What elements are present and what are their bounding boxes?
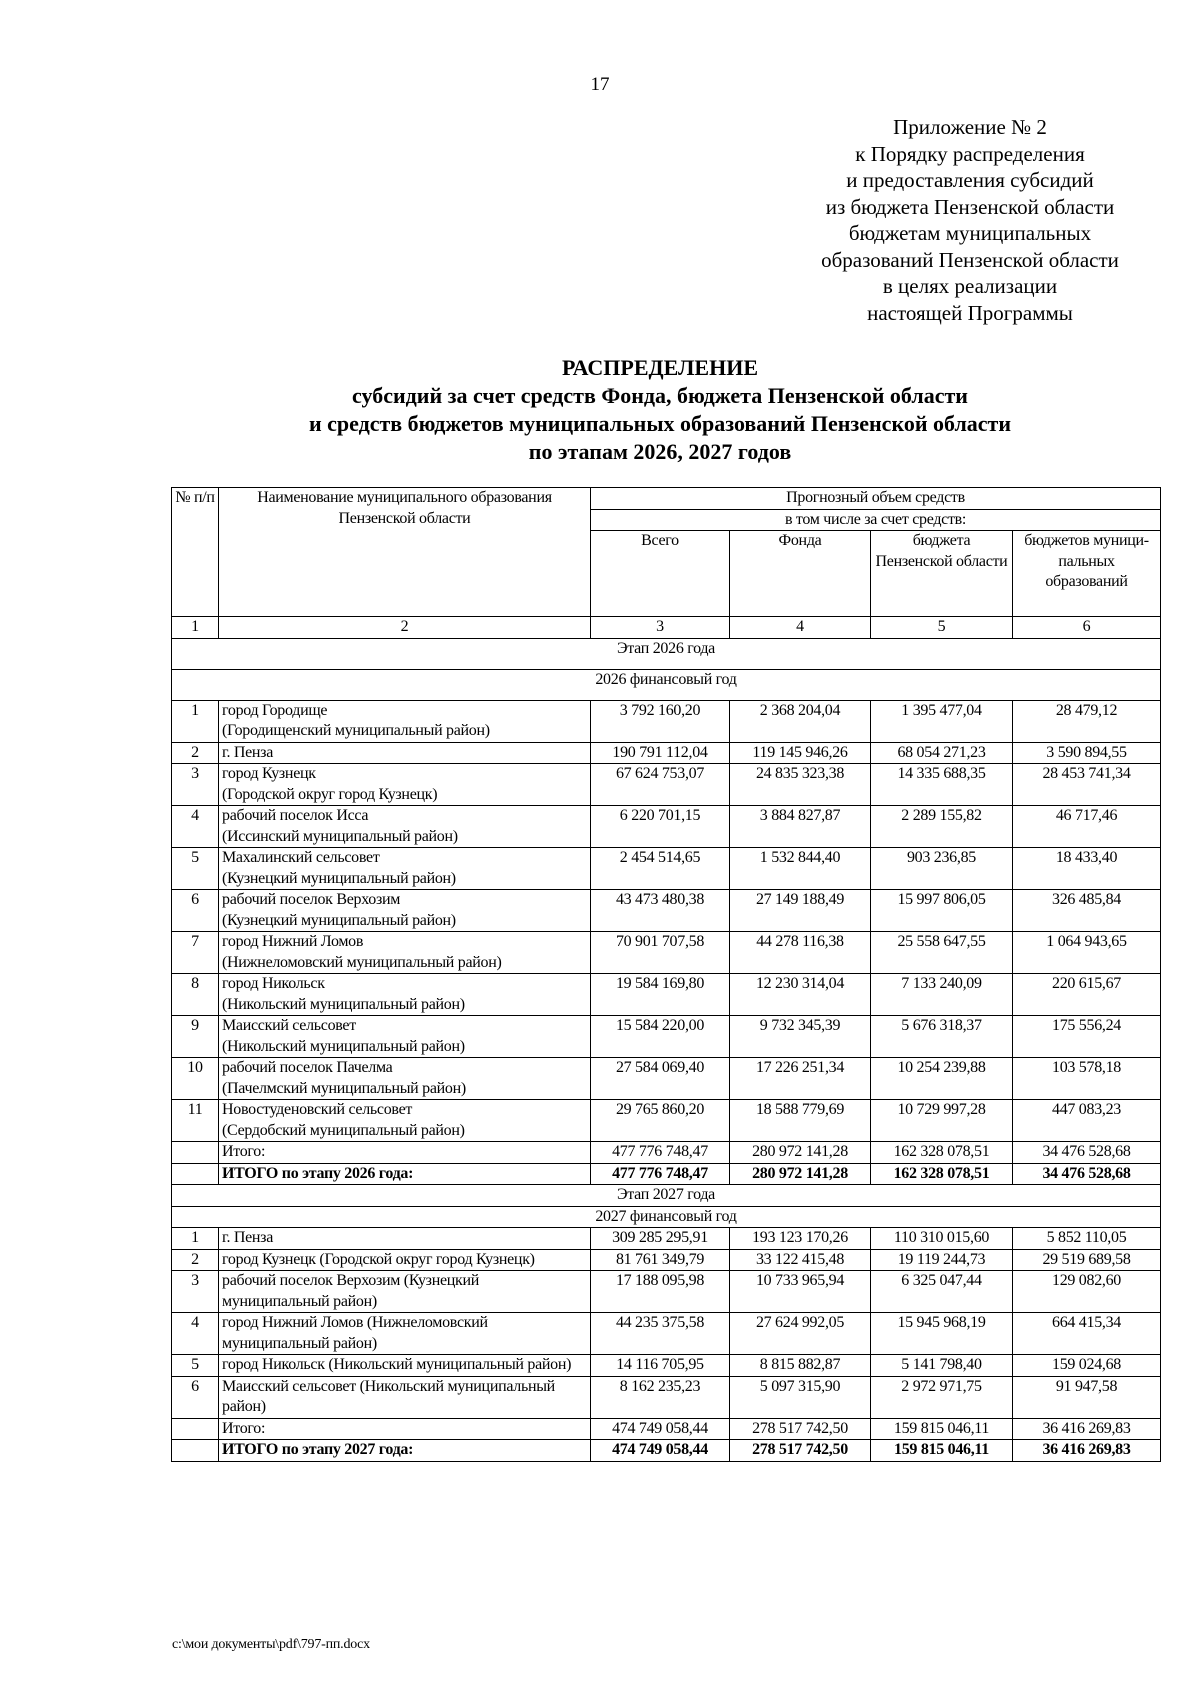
subtotal-region: 162 328 078,51: [871, 1142, 1013, 1164]
annex-line: и предоставления субсидий: [846, 168, 1094, 192]
amount-region: 10 254 239,88: [871, 1058, 1013, 1100]
table-row: [172, 1016, 1161, 1058]
amount-fund: 2 368 204,04: [730, 700, 871, 742]
subtotal-fund: 280 972 141,28: [730, 1142, 871, 1164]
subtotal-municipal: 36 416 269,83: [1013, 1418, 1161, 1440]
stage-2027-title-section: [172, 1185, 1161, 1228]
amount-municipal: 5 852 110,05: [1013, 1228, 1161, 1250]
stage-2026-title-section: [172, 638, 1161, 700]
grand-total-row: [172, 1163, 1161, 1185]
municipality-name-line: г. Пенза: [222, 743, 273, 761]
amount-fund: 18 588 779,69: [730, 1100, 871, 1142]
municipality-name: [219, 932, 591, 974]
table-row: [172, 890, 1161, 932]
amount-total: 8 162 235,23: [591, 1376, 730, 1418]
table-row: [172, 1100, 1161, 1142]
row-number: 5: [172, 1355, 219, 1377]
municipality-name: [219, 890, 591, 932]
stage-2026-rows: [172, 700, 1161, 1142]
header-name: Наименование муниципального образования Пензенской области: [219, 488, 591, 617]
amount-municipal: 18 433,40: [1013, 848, 1161, 890]
municipality-name: Маисский сельсовет (Никольский муниципальный район): [219, 1376, 591, 1418]
amount-region: 7 133 240,09: [871, 974, 1013, 1016]
annex-line: из бюджета Пензенской области: [825, 194, 1115, 219]
table-row: [172, 700, 1161, 742]
municipality-name: [219, 848, 591, 890]
amount-total: 70 901 707,58: [591, 932, 730, 974]
column-number: 4: [730, 617, 871, 639]
amount-fund: 33 122 415,48: [730, 1249, 871, 1271]
amount-total: 44 235 375,58: [591, 1313, 730, 1355]
amount-municipal: 29 519 689,58: [1013, 1249, 1161, 1271]
subtotal-total: 477 776 748,47: [591, 1142, 730, 1164]
amount-municipal: 91 947,58: [1013, 1376, 1161, 1418]
title-line: по этапам 2026, 2027 годов: [528, 439, 792, 464]
amount-region: 5 141 798,40: [871, 1355, 1013, 1377]
amount-municipal: 447 083,23: [1013, 1100, 1161, 1142]
municipality-district-line: (Кузнецкий муниципальный район): [222, 911, 456, 929]
grand-total-total: 477 776 748,47: [591, 1163, 730, 1185]
annex-line: в целях реализации: [882, 274, 1058, 298]
amount-fund: 193 123 170,26: [730, 1228, 871, 1250]
municipality-name-line: Махалинский сельсовет: [222, 849, 380, 866]
column-number: 1: [172, 617, 219, 639]
amount-fund: 44 278 116,38: [730, 932, 871, 974]
municipality-name: [219, 1058, 591, 1100]
header-fund: Фонда: [730, 531, 871, 617]
amount-fund: 5 097 315,90: [730, 1376, 871, 1418]
grand-total-label: ИТОГО по этапу 2026 года:: [219, 1163, 591, 1185]
amount-total: 3 792 160,20: [591, 700, 730, 742]
amount-municipal: 28 453 741,34: [1013, 764, 1161, 806]
stage-2026-totals: [172, 1142, 1161, 1185]
municipality-name: город Кузнецк (Городской округ город Кузнецк): [219, 1249, 591, 1271]
municipality-name: [219, 974, 591, 1016]
title-line: и средств бюджетов муниципальных образований Пензенской области: [308, 411, 1012, 436]
fiscal-year-title: 2027 финансовый год: [172, 1206, 1161, 1228]
grand-total-municipal: 34 476 528,68: [1013, 1163, 1161, 1185]
amount-total: 6 220 701,15: [591, 806, 730, 848]
column-number: 5: [871, 617, 1013, 639]
amount-region: 1 395 477,04: [871, 700, 1013, 742]
amount-region: 14 335 688,35: [871, 764, 1013, 806]
table-row: [172, 974, 1161, 1016]
table-row: [172, 806, 1161, 848]
municipality-name-line: город Никольск: [222, 975, 325, 992]
amount-total: 2 454 514,65: [591, 848, 730, 890]
grand-total-label: ИТОГО по этапу 2027 года:: [219, 1440, 591, 1462]
municipality-name: [219, 806, 591, 848]
municipality-district-line: (Никольский муниципальный район): [222, 995, 465, 1013]
amount-total: 27 584 069,40: [591, 1058, 730, 1100]
amount-region: 19 119 244,73: [871, 1249, 1013, 1271]
amount-total: 29 765 860,20: [591, 1100, 730, 1142]
municipality-name: [219, 1100, 591, 1142]
subtotal-row: [172, 1418, 1161, 1440]
amount-region: 5 676 318,37: [871, 1016, 1013, 1058]
row-number: 4: [172, 1313, 219, 1355]
table-row: [172, 1249, 1161, 1271]
municipality-district-line: (Пачелмский муниципальный район): [222, 1079, 466, 1097]
table-row: [172, 764, 1161, 806]
table-row: [172, 742, 1161, 764]
column-number: 3: [591, 617, 730, 639]
row-number: 3: [172, 1271, 219, 1313]
municipality-district-line: (Иссинский муниципальный район): [222, 827, 458, 845]
grand-total-region: 162 328 078,51: [871, 1163, 1013, 1185]
municipality-district-line: (Никольский муниципальный район): [222, 1037, 465, 1055]
amount-municipal: 175 556,24: [1013, 1016, 1161, 1058]
header-including: в том числе за счет средств:: [591, 509, 1161, 531]
header-forecast: Прогнозный объем средств: [591, 488, 1161, 510]
amount-fund: 12 230 314,04: [730, 974, 871, 1016]
amount-municipal: 664 415,34: [1013, 1313, 1161, 1355]
row-number: 6: [172, 1376, 219, 1418]
annex-line: к Порядку распределения: [855, 141, 1085, 166]
table-row: [172, 1376, 1161, 1418]
amount-region: 2 289 155,82: [871, 806, 1013, 848]
row-number: 7: [172, 932, 219, 974]
amount-region: 68 054 271,23: [871, 742, 1013, 764]
stage-2027-totals: [172, 1418, 1161, 1461]
municipality-name-line: город Нижний Ломов: [222, 933, 364, 950]
stage-2027-rows: [172, 1228, 1161, 1419]
file-path-footer: c:\мои документы\pdf\797-пп.docx: [172, 1637, 370, 1652]
subtotal-region: 159 815 046,11: [871, 1418, 1013, 1440]
header-num: № п/п: [172, 488, 219, 617]
annex-line: образований Пензенской области: [821, 247, 1119, 272]
amount-fund: 27 149 188,49: [730, 890, 871, 932]
amount-total: 309 285 295,91: [591, 1228, 730, 1250]
row-number: 3: [172, 764, 219, 806]
subtotal-row: [172, 1142, 1161, 1164]
table-row: [172, 1313, 1161, 1355]
municipality-name-line: рабочий поселок Исса: [222, 807, 369, 824]
annex-line: бюджетам муниципальных: [848, 221, 1092, 245]
amount-total: 43 473 480,38: [591, 890, 730, 932]
municipality-name-line: город Городище: [222, 701, 328, 719]
row-number: 1: [172, 1228, 219, 1250]
amount-total: 19 584 169,80: [591, 974, 730, 1016]
municipality-district-line: (Сердобский муниципальный район): [222, 1121, 465, 1139]
table-row: [172, 932, 1161, 974]
municipality-name: город Нижний Ломов (Нижнеломовский муниципальный район): [219, 1313, 591, 1355]
amount-municipal: 220 615,67: [1013, 974, 1161, 1016]
table-row: [172, 848, 1161, 890]
amount-total: 81 761 349,79: [591, 1249, 730, 1271]
amount-total: 15 584 220,00: [591, 1016, 730, 1058]
annex-block: [740, 114, 1200, 326]
municipality-name: [219, 764, 591, 806]
table-row: [172, 1271, 1161, 1313]
amount-municipal: 129 082,60: [1013, 1271, 1161, 1313]
stage-title: Этап 2027 года: [172, 1185, 1161, 1207]
page-number: 17: [590, 74, 610, 95]
amount-municipal: 3 590 894,55: [1013, 742, 1161, 764]
row-number: 1: [172, 700, 219, 742]
distribution-table: [171, 487, 1161, 1462]
amount-municipal: 28 479,12: [1013, 700, 1161, 742]
amount-fund: 10 733 965,94: [730, 1271, 871, 1313]
municipality-name-line: город Кузнецк: [222, 765, 316, 782]
amount-fund: 119 145 946,26: [730, 742, 871, 764]
table-row: [172, 1228, 1161, 1250]
amount-total: 67 624 753,07: [591, 764, 730, 806]
municipality-name-line: Маисский сельсовет: [222, 1017, 356, 1034]
municipality-name: [219, 700, 591, 742]
municipality-name-line: Новостуденовский сельсовет: [222, 1101, 413, 1118]
amount-fund: 9 732 345,39: [730, 1016, 871, 1058]
amount-total: 190 791 112,04: [591, 742, 730, 764]
row-number: 10: [172, 1058, 219, 1100]
grand-total-municipal: 36 416 269,83: [1013, 1440, 1161, 1462]
amount-total: 14 116 705,95: [591, 1355, 730, 1377]
grand-total-fund: 278 517 742,50: [730, 1440, 871, 1462]
grand-total-row: [172, 1440, 1161, 1462]
title-line: РАСПРЕДЕЛЕНИЕ: [561, 355, 758, 380]
column-number: 2: [219, 617, 591, 639]
amount-fund: 8 815 882,87: [730, 1355, 871, 1377]
table-header: [172, 488, 1161, 639]
municipality-district-line: (Кузнецкий муниципальный район): [222, 869, 456, 887]
annex-line: настоящей Программы: [867, 300, 1073, 325]
amount-region: 110 310 015,60: [871, 1228, 1013, 1250]
municipality-name: г. Пенза: [219, 1228, 591, 1250]
header-region: бюджета Пензенской области: [871, 531, 1013, 617]
column-numbers-row: [172, 617, 1161, 639]
amount-fund: 17 226 251,34: [730, 1058, 871, 1100]
table-row: [172, 1355, 1161, 1377]
municipality-name: [219, 1016, 591, 1058]
amount-municipal: 1 064 943,65: [1013, 932, 1161, 974]
stage-title: Этап 2026 года: [172, 638, 1161, 669]
municipality-name: город Никольск (Никольский муниципальный район): [219, 1355, 591, 1377]
municipality-district-line: (Городищенский муниципальный район): [222, 722, 490, 739]
subtotal-label: Итого:: [219, 1142, 591, 1164]
amount-fund: 3 884 827,87: [730, 806, 871, 848]
amount-region: 6 325 047,44: [871, 1271, 1013, 1313]
municipality-district-line: (Нижнеломовский муниципальный район): [222, 953, 502, 971]
amount-region: 15 945 968,19: [871, 1313, 1013, 1355]
subtotal-label: Итого:: [219, 1418, 591, 1440]
amount-fund: 1 532 844,40: [730, 848, 871, 890]
grand-total-total: 474 749 058,44: [591, 1440, 730, 1462]
row-number: 8: [172, 974, 219, 1016]
amount-region: 25 558 647,55: [871, 932, 1013, 974]
row-number: 2: [172, 742, 219, 764]
municipality-name: рабочий поселок Верхозим (Кузнецкий муниципальный район): [219, 1271, 591, 1313]
amount-region: 15 997 806,05: [871, 890, 1013, 932]
row-number: 11: [172, 1100, 219, 1142]
header-total: Всего: [591, 531, 730, 617]
table-row: [172, 1058, 1161, 1100]
amount-region: 903 236,85: [871, 848, 1013, 890]
row-number: 9: [172, 1016, 219, 1058]
municipality-district-line: (Городской округ город Кузнецк): [222, 785, 438, 803]
amount-fund: 24 835 323,38: [730, 764, 871, 806]
subtotal-municipal: 34 476 528,68: [1013, 1142, 1161, 1164]
fiscal-year-title: 2026 финансовый год: [172, 669, 1161, 700]
amount-municipal: 326 485,84: [1013, 890, 1161, 932]
amount-total: 17 188 095,98: [591, 1271, 730, 1313]
grand-total-fund: 280 972 141,28: [730, 1163, 871, 1185]
title-line: субсидий за счет средств Фонда, бюджета Пензенской области: [352, 383, 968, 408]
municipality-name-line: рабочий поселок Верхозим: [222, 891, 401, 908]
annex-line: Приложение № 2: [893, 115, 1047, 139]
row-number: 4: [172, 806, 219, 848]
document-title: [120, 354, 1200, 466]
row-number: 2: [172, 1249, 219, 1271]
amount-fund: 27 624 992,05: [730, 1313, 871, 1355]
amount-municipal: 46 717,46: [1013, 806, 1161, 848]
amount-region: 10 729 997,28: [871, 1100, 1013, 1142]
amount-region: 2 972 971,75: [871, 1376, 1013, 1418]
row-number: 6: [172, 890, 219, 932]
subtotal-fund: 278 517 742,50: [730, 1418, 871, 1440]
grand-total-region: 159 815 046,11: [871, 1440, 1013, 1462]
amount-municipal: 103 578,18: [1013, 1058, 1161, 1100]
header-municipal: бюджетов муници-пальных образований: [1013, 531, 1161, 617]
municipality-name-line: рабочий поселок Пачелма: [222, 1059, 393, 1076]
row-number: 5: [172, 848, 219, 890]
amount-municipal: 159 024,68: [1013, 1355, 1161, 1377]
subtotal-total: 474 749 058,44: [591, 1418, 730, 1440]
municipality-name: [219, 742, 591, 764]
column-number: 6: [1013, 617, 1161, 639]
